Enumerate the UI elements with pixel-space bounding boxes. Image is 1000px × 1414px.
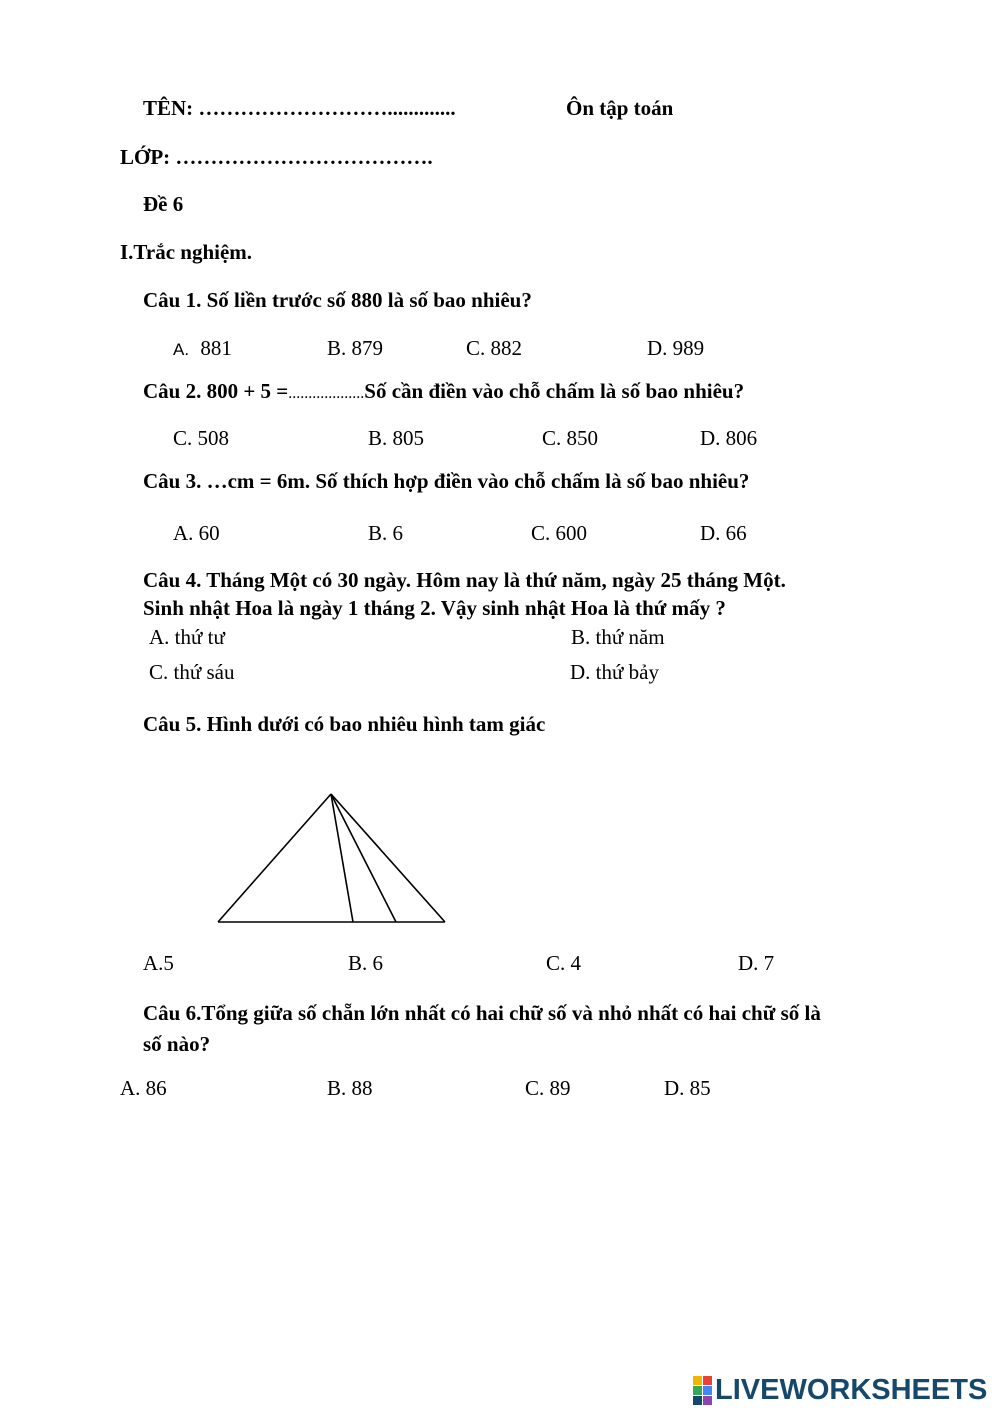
liveworksheets-logo-text: LIVEWORKSHEETS	[715, 1373, 988, 1406]
triangle-inner-line-1	[331, 794, 353, 922]
question-1-option-a-value: 881	[200, 336, 232, 360]
question-4-option-c[interactable]: C. thứ sáu	[149, 660, 235, 684]
liveworksheets-logo	[693, 1372, 987, 1408]
triangle-inner-line-2	[331, 794, 396, 922]
question-1-option-b[interactable]: B. 879	[327, 336, 384, 360]
question-4-prompt-line-2: Sinh nhật Hoa là ngày 1 tháng 2. Vậy sinh nhật Hoa là thứ mấy ?	[143, 596, 726, 620]
question-3-prompt: Câu 3. …cm = 6m. Số thích hợp điền vào chỗ chấm là số bao nhiêu?	[143, 469, 750, 493]
question-2-prompt-start: Câu 2. 800 + 5 =	[143, 379, 289, 403]
question-2-blank: ...................	[288, 385, 365, 402]
question-2-option-b[interactable]: B. 805	[368, 426, 425, 450]
question-5-prompt: Câu 5. Hình dưới có bao nhiêu hình tam giác	[143, 712, 546, 736]
question-3-option-c[interactable]: C. 600	[531, 521, 588, 545]
question-6-prompt-line-2: số nào?	[143, 1032, 211, 1056]
question-5-option-c[interactable]: C. 4	[546, 951, 582, 975]
question-3-option-a[interactable]: A. 60	[173, 521, 220, 545]
subject-title: Ôn tập toán	[566, 96, 674, 120]
exam-title: Đề 6	[143, 192, 184, 216]
question-6-option-b[interactable]: B. 88	[327, 1076, 373, 1100]
section-title: I.Trắc nghiệm.	[120, 240, 253, 264]
question-6-option-c[interactable]: C. 89	[525, 1076, 571, 1100]
liveworksheets-logo-icon	[693, 1376, 712, 1405]
question-2-option-a[interactable]: C. 508	[173, 426, 230, 450]
question-2-option-d[interactable]: D. 806	[700, 426, 758, 450]
question-1-option-c[interactable]: C. 882	[466, 336, 523, 360]
name-field-label: TÊN: ……………………….............	[143, 96, 456, 120]
question-4-option-a[interactable]: A. thứ tư	[149, 625, 225, 649]
question-2-option-c[interactable]: C. 850	[542, 426, 599, 450]
class-field-label: LỚP: ……………………………….	[120, 145, 433, 169]
question-3-option-b[interactable]: B. 6	[368, 521, 404, 545]
question-4-option-b[interactable]: B. thứ năm	[571, 625, 665, 649]
question-5-option-d[interactable]: D. 7	[738, 951, 775, 975]
triangle-left-side	[218, 794, 331, 922]
question-4-prompt-line-1: Câu 4. Tháng Một có 30 ngày. Hôm nay là thứ năm, ngày 25 tháng Một.	[143, 568, 786, 592]
question-3-option-d[interactable]: D. 66	[700, 521, 747, 545]
question-4-option-d[interactable]: D. thứ bảy	[570, 660, 659, 684]
question-1-option-d[interactable]: D. 989	[647, 336, 705, 360]
question-6-prompt	[143, 998, 821, 1060]
triangle-right-side	[331, 794, 445, 922]
question-5-option-a[interactable]: A.5	[143, 951, 174, 975]
question-6-prompt-line-1: Câu 6.Tổng giữa số chẵn lớn nhất có hai chữ số và nhỏ nhất có hai chữ số là	[143, 1001, 821, 1025]
question-6-option-a[interactable]: A. 86	[120, 1076, 167, 1100]
question-5-option-b[interactable]: B. 6	[348, 951, 384, 975]
question-2-prompt-end: Số cần điền vào chỗ chấm là số bao nhiêu?	[364, 379, 745, 403]
question-6-option-d[interactable]: D. 85	[664, 1076, 711, 1100]
question-1-prompt: Câu 1. Số liền trước số 880 là số bao nhiêu?	[143, 288, 532, 312]
question-1-option-a-letter: A.	[173, 340, 190, 359]
